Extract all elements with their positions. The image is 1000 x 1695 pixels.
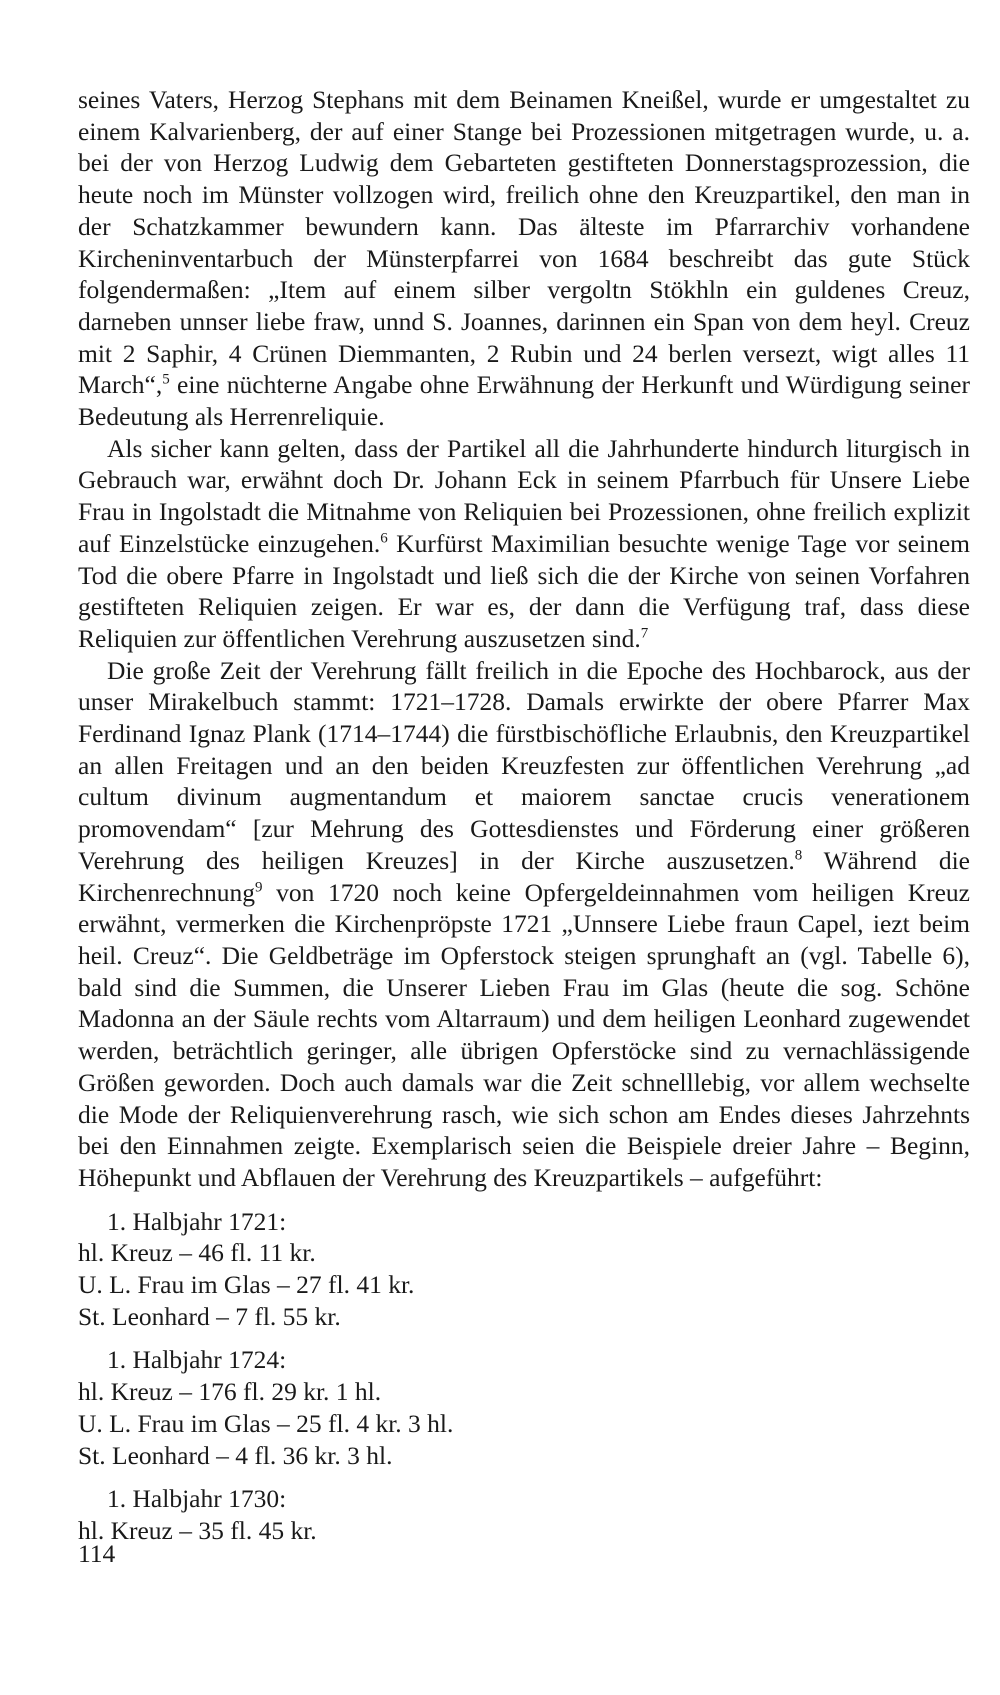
listing-group bbox=[78, 1483, 970, 1546]
listing-entry: U. L. Frau im Glas – 25 fl. 4 kr. 3 hl. bbox=[78, 1408, 454, 1438]
listing-group bbox=[78, 1344, 970, 1471]
body-text bbox=[78, 84, 970, 1559]
text-run: Als sicher kann gelten, dass der Partikel all die Jahrhunderte hindurch liturgisch in Gebrauch war, erwähnt doch Dr. Johann Eck in seinem Pfarrbuch für Unsere Liebe Frau in Ingolstadt die Mitnahme von Reliquien bei Prozessionen, ohne freilich explizit auf Einzelstücke einzugehen. bbox=[78, 433, 970, 558]
listing-heading: 1. Halbjahr 1724: bbox=[107, 1345, 287, 1375]
text-run: eine nüchterne Angabe ohne Erwähnung der Herkunft und Würdigung seiner Bedeutung als Herrenreliquie. bbox=[78, 370, 970, 432]
text-run: Die große Zeit der Verehrung fällt freilich in die Epoche des Hochbarock, aus der unser Mirakelbuch stammt: 1721–1728. Damals erwirkte der obere Pfarrer Max Ferdinand Ignaz Plank (1714–1744) die fürstbischöfliche Erlaubnis, den Kreuzpartikel an allen Freitagen und an den beiden Kreuzfesten zur öffentlichen Verehrung „ad cultum divinum augmentandum et maiorem sanctae crucis venerationem promovendam“ [zur Mehrung des Gottesdienstes und Förderung einer größeren Verehrung des heiligen Kreuzes] in der Kirche auszusetzen. bbox=[78, 655, 970, 875]
page-number: 114 bbox=[78, 1539, 116, 1568]
footnote-reference: 8 bbox=[794, 847, 803, 864]
text-run: seines Vaters, Herzog Stephans mit dem Beinamen Kneißel, wurde er umgestaltet zu einem Kalvarienberg, der auf einer Stange bei Prozessionen mitgetragen wurde, u. a. bei der von Herzog Ludwig dem Gebarteten gestifteten Donnerstagsprozession, die heute noch im Münster vollzogen wird, freilich ohne den Kreuzpartikel, den man in der Schatzkammer bewundern kann. Das älteste im Pfarrarchiv vorhandene Kircheninventarbuch der Münsterpfarrei von 1684 beschreibt das gute Stück folgendermaßen: „Item auf einem silber vergoltn Stökhln ein guldenes Creuz, darneben unnser liebe fraw, unnd S. Joannes, darinnen ein Span von dem heyl. Creuz mit 2 Saphir, 4 Crünen Diemmanten, 2 Rubin und 24 berlen versezt, wigt alles 11 March“, bbox=[78, 85, 970, 400]
listing-group bbox=[78, 1206, 970, 1333]
footnote-reference: 9 bbox=[255, 879, 263, 896]
footnote-reference: 5 bbox=[162, 371, 170, 388]
listing-entry: St. Leonhard – 4 fl. 36 kr. 3 hl. bbox=[78, 1440, 393, 1470]
offering-listing bbox=[78, 1206, 970, 1547]
text-run: Während die Kirchenrechnung bbox=[78, 845, 970, 907]
text-run: Kurfürst Maximilian besuchte wenige Tage vor seinem Tod die obere Pfarre in Ingolstadt und ließ sich die der Kirche von seinen Vorfahren gestifteten Reliquien zeigen. Er war es, der dann die Verfügung traf, dass diese Reliquien zur öffentlichen Verehrung auszusetzen sind. bbox=[78, 528, 970, 653]
footnote-reference: 6 bbox=[380, 530, 388, 547]
listing-entry: U. L. Frau im Glas – 27 fl. 41 kr. bbox=[78, 1270, 415, 1300]
paragraph bbox=[78, 655, 970, 1194]
listing-entry: St. Leonhard – 7 fl. 55 kr. bbox=[78, 1301, 341, 1331]
listing-entry: hl. Kreuz – 176 fl. 29 kr. 1 hl. bbox=[78, 1377, 382, 1407]
paragraph bbox=[78, 433, 970, 655]
listing-entry: hl. Kreuz – 46 fl. 11 kr. bbox=[78, 1238, 316, 1268]
listing-entry: hl. Kreuz – 35 fl. 45 kr. bbox=[78, 1515, 317, 1545]
listing-heading: 1. Halbjahr 1730: bbox=[107, 1484, 287, 1514]
paragraph bbox=[78, 84, 970, 433]
listing-heading: 1. Halbjahr 1721: bbox=[107, 1206, 287, 1236]
text-run: von 1720 noch keine Opfergeldeinnahmen vom heiligen Kreuz erwähnt, vermerken die Kirchenpröpste 1721 „Unnsere Liebe fraun Capel, iezt beim heil. Creuz“. Die Geldbeträge im Opferstock steigen sprunghaft an (vgl. Tabelle 6), bald sind die Summen, die Unserer Lieben Frau im Glas (heute die sog. Schöne Madonna an der Säule rechts vom Altarraum) und dem heiligen Leonhard zugewendet werden, beträchtlich geringer, alle übrigen Opferstöcke sind zu vernachlässigende Größen geworden. Doch auch damals war die Zeit schnelllebig, vor allem wechselte die Mode der Reliquienverehrung rasch, wie sich schon am Endes dieses Jahrzehnts bei den Einnahmen zeigte. Exemplarisch seien die Beispiele dreier Jahre – Beginn, Höhepunkt und Abflauen der Verehrung des Kreuzpartikels – aufgeführt: bbox=[78, 877, 970, 1192]
footnote-reference: 7 bbox=[640, 625, 649, 642]
